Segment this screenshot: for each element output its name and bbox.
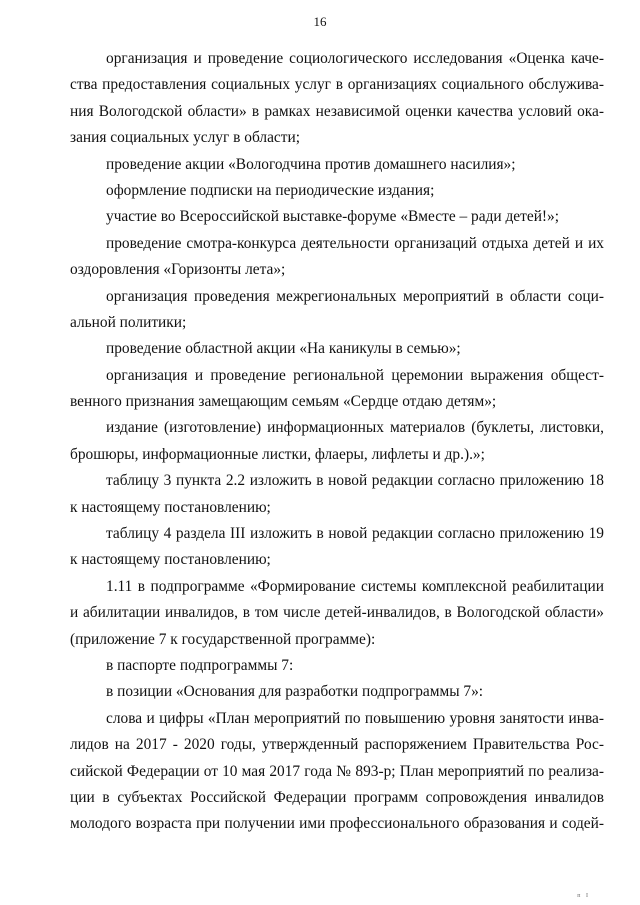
text-line: в позиции «Основания для разработки подпрограммы 7»: [106, 683, 484, 701]
text-line: проведение областной акции «На каникулы в семью»; [106, 340, 461, 358]
text-line: венного признания замещающим семьям «Сердце отдаю детям»; [70, 393, 497, 411]
text-line: оформление подписки на периодические издания; [106, 181, 435, 199]
paragraph [70, 521, 604, 574]
page-number: 16 [313, 14, 327, 29]
paragraph [70, 415, 604, 468]
text-line: брошюры, информационные листки, флаеры, лифлеты и др.).»; [70, 445, 485, 463]
paragraph [70, 574, 604, 653]
text-line: ции в субъектах Российской Федерации программ сопровождения инвалидов [70, 788, 604, 806]
text-line: участие во Всероссийской выставке-форуме «Вместе – ради детей!»; [106, 208, 560, 226]
text-line: слова и цифры «План мероприятий по повышению уровня занятости инва- [106, 709, 604, 727]
text-line: организация и проведение социологического исследования «Оценка каче- [106, 50, 604, 67]
text-line: таблицу 3 пункта 2.2 изложить в новой редакции согласно приложению 18 [106, 472, 604, 490]
text-line: к настоящему постановлению; [70, 551, 271, 569]
text-line: таблицу 4 раздела III изложить в новой редакции согласно приложению 19 [106, 525, 604, 543]
paragraph [70, 284, 604, 337]
paragraph [70, 679, 604, 705]
text-line: молодого возраста при получении ими профессионального образования и содей- [70, 815, 604, 833]
text-line: организация и проведение региональной церемонии выражения общест- [106, 366, 604, 384]
text-line: в паспорте подпрограммы 7: [106, 656, 294, 674]
paragraph [70, 653, 604, 679]
paragraph [70, 363, 604, 416]
text-line: сийской Федерации от 10 мая 2017 года № 893-р; План мероприятий по реализа- [70, 762, 604, 780]
text-line: оздоровления «Горизонты лета»; [70, 261, 286, 279]
paragraph [70, 336, 604, 362]
text-line: 1.11 в подпрограмме «Формирование системы комплексной реабилитации [106, 577, 604, 595]
paragraph [70, 46, 604, 152]
text-line: проведение смотра-конкурса деятельности организаций отдыха детей и их [106, 234, 604, 252]
text-line: (приложение 7 к государственной программе): [70, 630, 376, 648]
document-body [70, 46, 604, 838]
paragraph [70, 204, 604, 230]
text-line: издание (изготовление) информационных материалов (буклеты, листовки, [106, 419, 604, 437]
paragraph [70, 231, 604, 284]
footer-scan-mark: п I [577, 893, 590, 899]
text-line: лидов на 2017 - 2020 годы, утвержденный распоряжением Правительства Рос- [70, 736, 604, 754]
text-line: ства предоставления социальных услуг в организациях социального обслужива- [70, 76, 604, 94]
paragraph [70, 468, 604, 521]
text-line: и абилитации инвалидов, в том числе детей-инвалидов, в Вологодской области» [70, 604, 604, 622]
paragraph [70, 706, 604, 838]
text-line: проведение акции «Вологодчина против домашнего насилия»; [106, 155, 516, 173]
paragraph [70, 152, 604, 178]
text-line: альной политики; [70, 313, 187, 331]
text-line: ния Вологодской области» в рамках независимой оценки качества условий ока- [70, 102, 604, 120]
text-line: зания социальных услуг в области; [70, 129, 300, 147]
text-line: к настоящему постановлению; [70, 498, 271, 516]
text-line: организация проведения межрегиональных мероприятий в области соци- [106, 287, 604, 305]
paragraph [70, 178, 604, 204]
